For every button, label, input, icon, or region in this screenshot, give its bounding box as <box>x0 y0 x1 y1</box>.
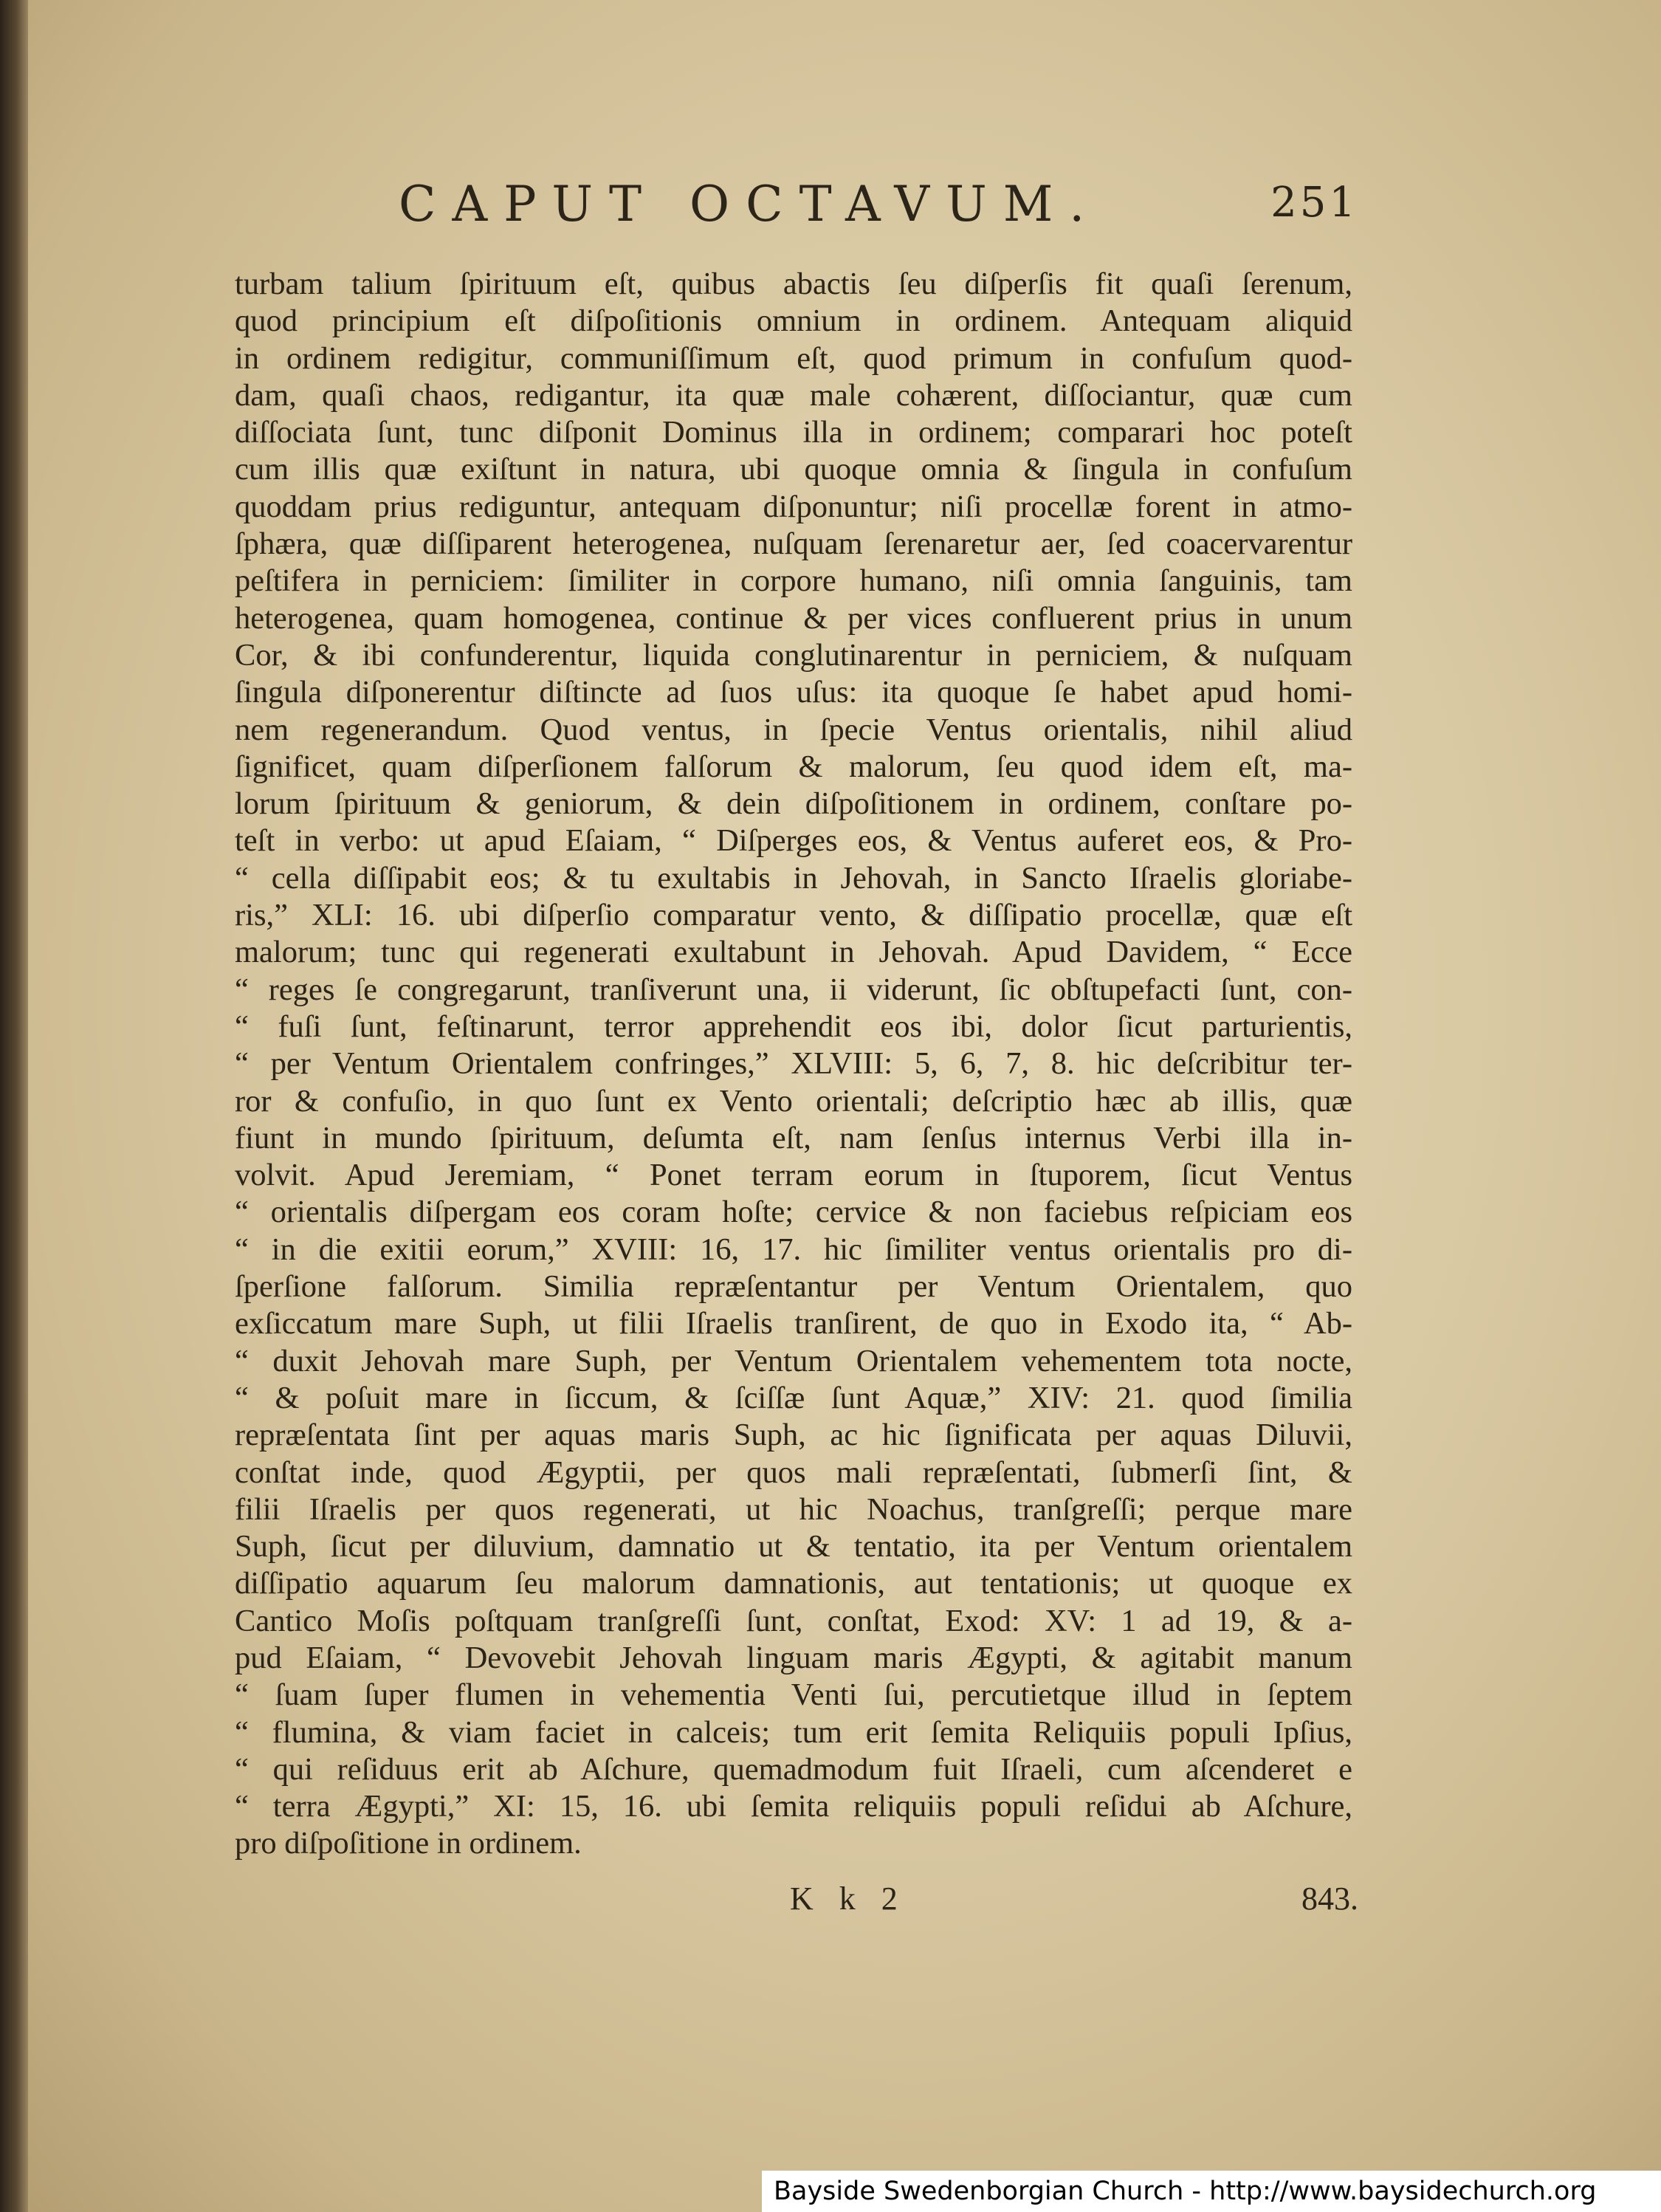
text-line: lorum ſpirituum & geniorum, & dein diſpoſitionem in ordinem, conſtare po- <box>235 786 1352 822</box>
text-line: “ reges ſe congregarunt, tranſiverunt una, ii viderunt, ſic obſtupefacti ſunt, con- <box>235 972 1352 1007</box>
text-line: pro diſpoſitione in ordinem. <box>235 1826 582 1861</box>
text-line: teſt in verbo: ut apud Eſaiam, “ Diſperges eos, & Ventus auferet eos, & Pro- <box>235 823 1352 859</box>
text-line: ſignificet, quam diſperſionem falſorum & malorum, ſeu quod idem eſt, ma- <box>235 749 1352 784</box>
text-line: “ & poſuit mare in ſiccum, & ſciſſæ ſunt Aquæ,” XIV: 21. quod ſimilia <box>235 1380 1352 1415</box>
text-line: malorum; tunc qui regenerati exultabunt in Jehovah. Apud Davidem, “ Ecce <box>235 935 1352 970</box>
watermark-banner: Bayside Swedenborgian Church - http://www.baysidechurch.org <box>762 2171 1661 2212</box>
text-line: “ qui reſiduus erit ab Aſchure, quemadmodum fuit Iſraeli, cum aſcenderet e <box>235 1751 1352 1787</box>
text-line: diſſipatio aquarum ſeu malorum damnationis, aut tentationis; ut quoque ex <box>235 1566 1352 1601</box>
text-line: ſphæra, quæ diſſiparent heterogenea, nuſquam ſerenaretur aer, ſed coacervarentur <box>235 526 1352 562</box>
text-line: Cantico Moſis poſtquam tranſgreſſi ſunt, conſtat, Exod: XV: 1 ad 19, & a- <box>235 1603 1352 1638</box>
text-line: “ orientalis diſpergam eos coram hoſte; cervice & non faciebus reſpiciam eos <box>235 1195 1352 1230</box>
page-header <box>221 176 1373 242</box>
signature-mark: K k 2 <box>790 1880 907 1917</box>
text-line: ror & confuſio, in quo ſunt ex Vento orientali; deſcriptio hæc ab illis, quæ <box>235 1083 1352 1119</box>
page-number: 251 <box>1270 179 1358 227</box>
text-line: ris,” XLI: 16. ubi diſperſio comparatur vento, & diſſipatio procellæ, quæ eſt <box>235 898 1352 933</box>
page-footer <box>221 1880 1373 1939</box>
folio-number: 843. <box>1301 1880 1358 1917</box>
text-line: “ flumina, & viam faciet in calceis; tum erit ſemita Reliquiis populi Ipſius, <box>235 1714 1352 1750</box>
text-line: “ in die exitii eorum,” XVIII: 16, 17. hic ſimiliter ventus orientalis pro di- <box>235 1232 1352 1267</box>
text-line: volvit. Apud Jeremiam, “ Ponet terram eorum in ſtuporem, ſicut Ventus <box>235 1158 1352 1193</box>
text-line: “ cella diſſipabit eos; & tu exultabis in Jehovah, in Sancto Iſraelis gloriabe- <box>235 860 1352 896</box>
text-line: conſtat inde, quod Ægyptii, per quos mali repræſentati, ſubmerſi ſint, & <box>235 1454 1352 1490</box>
text-line: diſſociata ſunt, tunc diſponit Dominus illa in ordinem; comparari hoc poteſt <box>235 415 1352 450</box>
text-line: exſiccatum mare Suph, ut filii Iſraelis tranſirent, de quo in Exodo ita, “ Ab- <box>235 1306 1352 1342</box>
text-line: peſtifera in perniciem: ſimiliter in corpore humano, niſi omnia ſanguinis, tam <box>235 563 1352 599</box>
text-line: heterogenea, quam homogenea, continue & per vices confluerent prius in unum <box>235 600 1352 636</box>
text-line: filii Iſraelis per quos regenerati, ut hic Noachus, tranſgreſſi; perque mare <box>235 1491 1352 1527</box>
text-line: Suph, ſicut per diluvium, damnatio ut & tentatio, ita per Ventum orientalem <box>235 1529 1352 1564</box>
book-gutter-shadow <box>0 0 28 2212</box>
text-line: repræſentata ſint per aquas maris Suph, ac hic ſignificata per aquas Diluvii, <box>235 1418 1352 1453</box>
text-line: Cor, & ibi confunderentur, liquida conglutinarentur in perniciem, & nuſquam <box>235 637 1352 673</box>
text-line: quod principium eſt diſpoſitionis omnium in ordinem. Antequam aliquid <box>235 303 1352 339</box>
text-line: “ duxit Jehovah mare Suph, per Ventum Orientalem vehementem tota nocte, <box>235 1343 1352 1378</box>
body-text <box>235 266 1352 1863</box>
text-line: “ ſuam ſuper flumen in vehementia Venti ſui, percutietque illud in ſeptem <box>235 1677 1352 1713</box>
text-line: ſperſione falſorum. Similia repræſentantur per Ventum Orientalem, quo <box>235 1269 1352 1305</box>
text-line: dam, quaſi chaos, redigantur, ita quæ male cohærent, diſſociantur, quæ cum <box>235 377 1352 413</box>
text-line: “ per Ventum Orientalem confringes,” XLVIII: 5, 6, 7, 8. hic deſcribitur ter- <box>235 1046 1352 1082</box>
text-line: pud Eſaiam, “ Devovebit Jehovah linguam maris Ægypti, & agitabit manum <box>235 1640 1352 1675</box>
running-title: CAPUT OCTAVUM. <box>399 176 1101 233</box>
text-line: quoddam prius rediguntur, antequam diſponuntur; niſi procellæ forent in atmo- <box>235 489 1352 524</box>
text-line: ſingula diſponerentur diſtincte ad ſuos uſus: ita quoque ſe habet apud homi- <box>235 675 1352 710</box>
text-line: nem regenerandum. Quod ventus, in ſpecie Ventus orientalis, nihil aliud <box>235 712 1352 747</box>
text-line: “ terra Ægypti,” XI: 15, 16. ubi ſemita reliquiis populi reſidui ab Aſchure, <box>235 1789 1352 1824</box>
text-line: cum illis quæ exiſtunt in natura, ubi quoque omnia & ſingula in confuſum <box>235 452 1352 487</box>
text-line: “ fuſi ſunt, feſtinarunt, terror apprehendit eos ibi, dolor ſicut parturientis, <box>235 1009 1352 1044</box>
text-line: in ordinem redigitur, communiſſimum eſt, quod primum in confuſum quod- <box>235 340 1352 376</box>
text-line: turbam talium ſpirituum eſt, quibus abactis ſeu diſperſis fit quaſi ſerenum, <box>235 267 1352 301</box>
text-line: fiunt in mundo ſpirituum, deſumta eſt, nam ſenſus internus Verbi illa in- <box>235 1120 1352 1155</box>
